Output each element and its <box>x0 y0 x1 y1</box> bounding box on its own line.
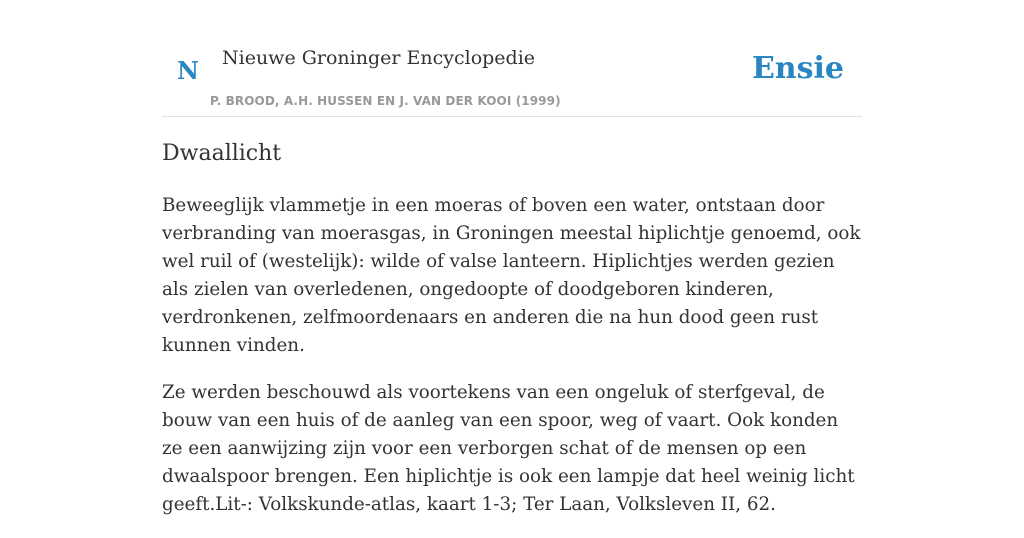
entry-body <box>162 192 862 538</box>
entry-title: Dwaallicht <box>162 141 282 166</box>
encyclopedia-badge: N <box>177 56 199 85</box>
encyclopedia-authors: P. BROOD, A.H. HUSSEN EN J. VAN DER KOOI (1999) <box>210 94 561 108</box>
encyclopedia-header <box>162 0 862 117</box>
ensie-logo[interactable]: Ensie <box>751 51 844 86</box>
entry-card <box>162 0 862 515</box>
encyclopedia-title[interactable]: Nieuwe Groninger Encyclopedie <box>222 47 536 69</box>
entry-paragraph: Ze werden beschouwd als voortekens van een ongeluk of sterfgeval, de bouw van een huis of de aanleg van een spoor, weg of vaart. Ook konden ze een aanwijzing zijn voor een verborgen schat of de mensen op een dwaalspoor brengen. Een hiplichtje is ook een lampje dat heel weinig licht geeft.Lit-: Volkskunde-atlas, kaart 1-3; Ter Laan, Volksleven II, 62. <box>162 382 855 515</box>
entry-paragraph: Beweeglijk vlammetje in een moeras of boven een water, ontstaan door verbranding van moerasgas, in Groningen meestal hiplichtje genoemd, ook wel ruil of (westelijk): wilde of valse lanteern. Hiplichtjes werden gezien als zielen van overledenen, ongedoopte of doodgeboren kinderen, verdronkenen, zelfmoordenaars en anderen die na hun dood geen rust kunnen vinden. <box>162 195 861 356</box>
